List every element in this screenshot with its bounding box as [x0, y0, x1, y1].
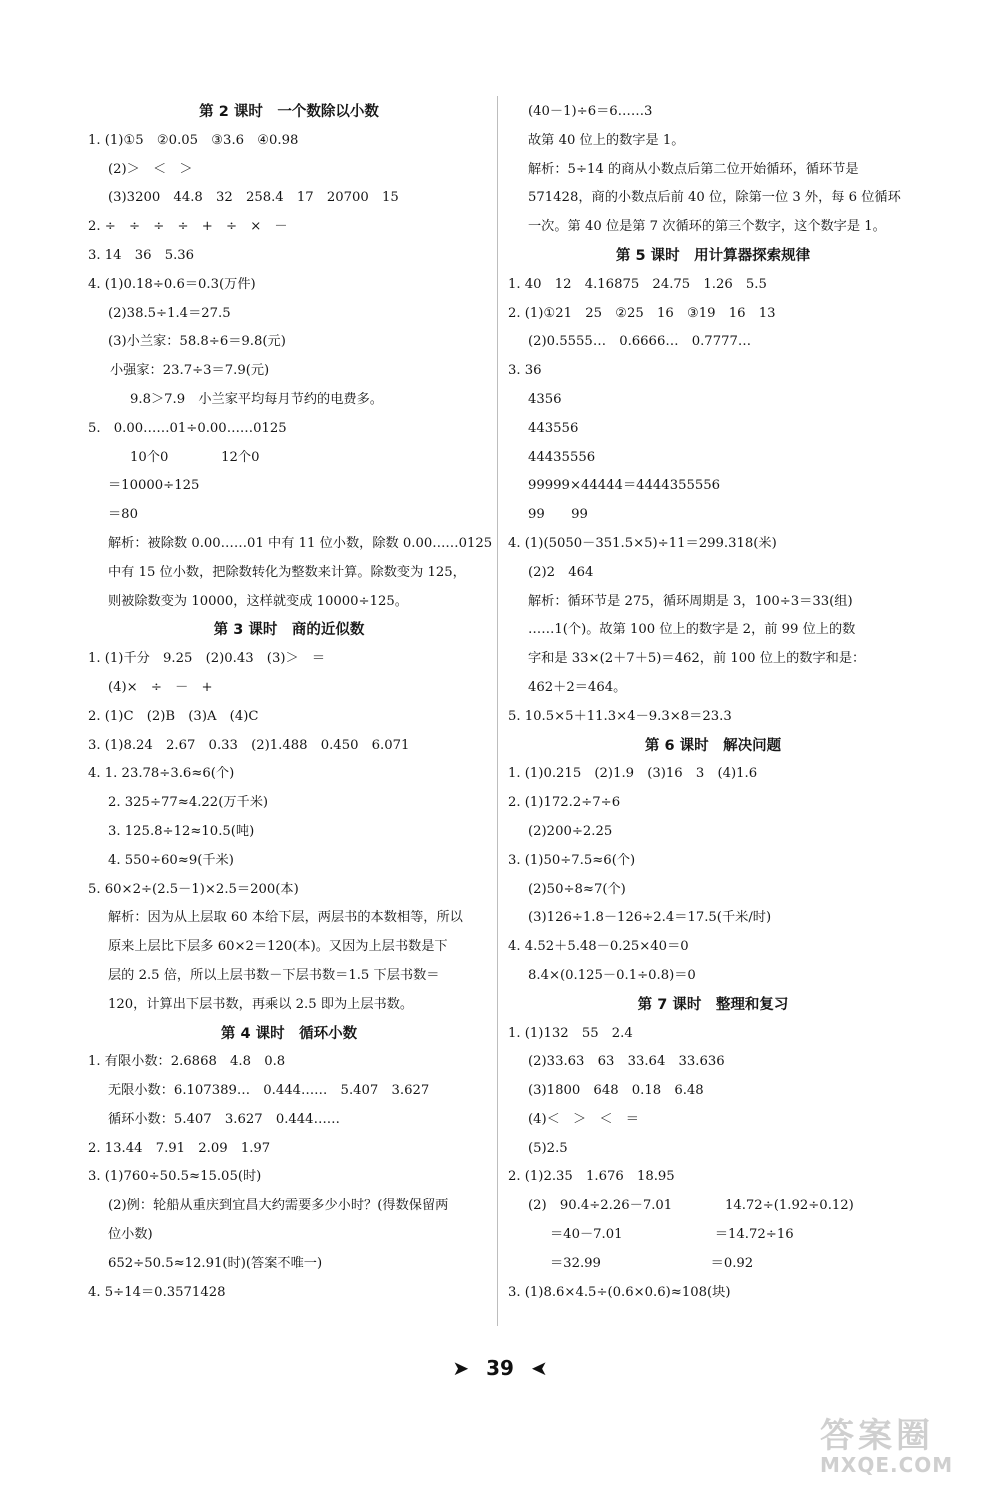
- answer-line: 4. 5÷14＝0.3571428: [88, 1284, 226, 1300]
- answer-line: 5. 0.00……01÷0.00……0125: [88, 420, 287, 436]
- page-number: 39: [486, 1356, 514, 1380]
- answer-line: 一次。第 40 位是第 7 次循环的第三个数字，这个数字是 1。: [528, 219, 886, 235]
- answer-line: 2. 13.44 7.91 2.09 1.97: [88, 1140, 271, 1156]
- answer-line: 99999×44444＝4444355556: [528, 478, 721, 494]
- answer-line: ……1(个)。故第 100 位上的数字是 2，前 99 位上的数: [528, 622, 856, 638]
- answer-line: 4. (1)0.18÷0.6＝0.3(万件): [88, 276, 256, 292]
- watermark-url: MXQE.COM: [820, 1453, 954, 1477]
- answer-line: 44435556: [528, 449, 596, 465]
- section-heading: 第 6 课时 解决问题: [644, 737, 782, 754]
- answer-line: (3)1800 648 0.18 6.48: [528, 1083, 704, 1099]
- answer-line: 解析：被除数 0.00……01 中有 11 位小数，除数 0.00……0125: [108, 535, 493, 551]
- answer-line: 层的 2.5 倍，所以上层书数－下层书数＝1.5 下层书数＝: [108, 967, 440, 983]
- answer-line: 571428，商的小数点后前 40 位，除第一位 3 外，每 6 位循环: [528, 190, 901, 206]
- answer-line: 9.8＞7.9 小兰家平均每月节约的电费多。: [130, 391, 383, 407]
- answer-line: (40－1)÷6＝6……3: [528, 104, 653, 119]
- watermark-text: 答案圈: [820, 1416, 934, 1456]
- answer-line: (2)0.5555… 0.6666… 0.7777…: [528, 334, 752, 350]
- answer-line: 652÷50.5≈12.91(时)(答案不唯一): [108, 1255, 323, 1271]
- answer-line: 3. (1)50÷7.5≈6(个): [508, 852, 636, 868]
- answer-line: 2. (1)C (2)B (3)A (4)C: [88, 708, 259, 724]
- answer-line: 2. ÷ ÷ ÷ ÷ + ÷ × －: [88, 219, 288, 235]
- answer-line: (2)2 464: [528, 564, 594, 580]
- answer-line: 8.4×(0.125－0.1÷0.8)＝0: [528, 967, 696, 983]
- section-heading: 第 7 课时 整理和复习: [637, 996, 789, 1013]
- watermark-logo: [820, 1418, 990, 1480]
- page-footer: [0, 1356, 1000, 1380]
- answer-line: (3)小兰家：58.8÷6＝9.8(元): [108, 334, 286, 350]
- answer-line: 1. (1)千分 9.25 (2)0.43 (3)＞ ＝: [88, 651, 326, 667]
- answer-line: 4356: [528, 391, 562, 407]
- answer-line: 原来上层比下层多 60×2＝120(本)。又因为上层书数是下: [108, 939, 448, 955]
- section-heading: 第 3 课时 商的近似数: [213, 622, 365, 639]
- answer-line: 4. (1)(5050－351.5×5)÷11＝299.318(米): [508, 535, 777, 551]
- answer-line: 则被除数变为 10000，这样就变成 10000÷125。: [108, 593, 408, 609]
- answer-line: 443556: [528, 420, 579, 436]
- answer-line: 解析：循环节是 275，循环周期是 3，100÷3＝33(组): [528, 593, 853, 609]
- left-arrow-icon: ➤: [530, 1356, 548, 1380]
- answer-line: (3)3200 44.8 32 258.4 17 20700 15: [108, 190, 399, 206]
- answer-line: 无限小数：6.107389… 0.444…… 5.407 3.627: [108, 1083, 430, 1099]
- answer-line: 3. (1)8.6×4.5÷(0.6×0.6)≈108(块): [508, 1284, 731, 1300]
- answer-line: (2)33.63 63 33.64 33.636: [528, 1054, 725, 1070]
- answer-line: (4)× ÷ － +: [108, 679, 213, 695]
- section-heading: 第 5 课时 用计算器探索规律: [615, 247, 811, 264]
- answer-line: 位小数): [108, 1227, 153, 1243]
- answer-line: 字和是 33×(2＋7＋5)＝462，前 100 位上的数字和是：: [528, 651, 866, 667]
- answer-line: ＝40－7.01 ＝14.72÷16: [550, 1227, 794, 1243]
- answer-line: (2)38.5÷1.4＝27.5: [108, 305, 231, 321]
- section-heading: 第 4 课时 循环小数: [220, 1025, 358, 1042]
- answer-line: ＝10000÷125: [108, 478, 200, 494]
- answer-line: (2) 90.4÷2.26－7.01 14.72÷(1.92÷0.12): [528, 1198, 854, 1214]
- answer-line: 1. 有限小数：2.6868 4.8 0.8: [88, 1054, 286, 1070]
- answer-line: 4. 4.52＋5.48－0.25×40＝0: [508, 939, 689, 955]
- answer-line: (2)50÷8≈7(个): [528, 881, 626, 897]
- answer-line: 故第 40 位上的数字是 1。: [528, 132, 685, 148]
- answer-line: (2)＞ ＜ ＞: [108, 161, 193, 177]
- answer-line: 解析：因为从上层取 60 本给下层，两层书的本数相等，所以: [108, 910, 463, 926]
- answer-line: 2. 325÷77≈4.22(万千米): [108, 795, 269, 811]
- answer-line: 3. 36: [508, 363, 542, 379]
- answer-line: 10个0 12个0: [130, 449, 260, 465]
- answer-line: 1. (1)①5 ②0.05 ③3.6 ④0.98: [88, 132, 299, 148]
- answer-line: 解析：5÷14 的商从小数点后第二位开始循环，循环节是: [528, 161, 859, 177]
- answer-line: 循环小数：5.407 3.627 0.444……: [108, 1111, 340, 1127]
- answer-line: 4. 550÷60≈9(千米): [108, 852, 234, 868]
- left-column: [88, 98, 493, 1307]
- answer-line: 3. (1)760÷50.5≈15.05(时): [88, 1169, 262, 1185]
- answer-line: ＝80: [108, 507, 138, 523]
- column-divider: [497, 96, 498, 1326]
- answer-line: 中有 15 位小数，把除数转化为整数来计算。除数变为 125，: [108, 564, 466, 580]
- answer-line: 2. (1)172.2÷7÷6: [508, 795, 621, 811]
- answer-line: ＝32.99 ＝0.92: [550, 1255, 754, 1271]
- answer-line: 2. (1)①21 25 ②25 16 ③19 16 13: [508, 305, 776, 321]
- answer-line: (2)200÷2.25: [528, 823, 613, 839]
- answer-line: (5)2.5: [528, 1140, 568, 1156]
- section-heading: 第 2 课时 一个数除以小数: [199, 104, 379, 120]
- answer-line: 1. 40 12 4.16875 24.75 1.26 5.5: [508, 276, 767, 292]
- answer-line: 1. (1)0.215 (2)1.9 (3)16 3 (4)1.6: [508, 766, 758, 782]
- answer-line: 99 99: [528, 507, 588, 523]
- answer-line: 5. 10.5×5＋11.3×4－9.3×8＝23.3: [508, 708, 732, 724]
- answer-line: 5. 60×2÷(2.5－1)×2.5＝200(本): [88, 881, 299, 897]
- answer-line: 3. 14 36 5.36: [88, 247, 195, 263]
- right-column: [508, 98, 918, 1307]
- answer-line: 小强家：23.7÷3＝7.9(元): [110, 363, 270, 379]
- answer-line: (2)例：轮船从重庆到宜昌大约需要多少小时？(得数保留两: [108, 1198, 449, 1214]
- answer-line: 3. 125.8÷12≈10.5(吨): [108, 823, 255, 839]
- answer-line: (3)126÷1.8－126÷2.4＝17.5(千米/时): [528, 910, 772, 926]
- answer-line: 462＋2＝464。: [528, 679, 627, 695]
- answer-line: 1. (1)132 55 2.4: [508, 1025, 633, 1041]
- answer-line: 120，计算出下层书数，再乘以 2.5 即为上层书数。: [108, 996, 414, 1012]
- answer-line: (4)＜ ＞ ＜ ＝: [528, 1111, 639, 1127]
- answer-line: 3. (1)8.24 2.67 0.33 (2)1.488 0.450 6.071: [88, 737, 410, 753]
- right-arrow-icon: ➤: [452, 1356, 470, 1380]
- answer-line: 2. (1)2.35 1.676 18.95: [508, 1169, 675, 1185]
- answer-line: 4. 1. 23.78÷3.6≈6(个): [88, 766, 235, 782]
